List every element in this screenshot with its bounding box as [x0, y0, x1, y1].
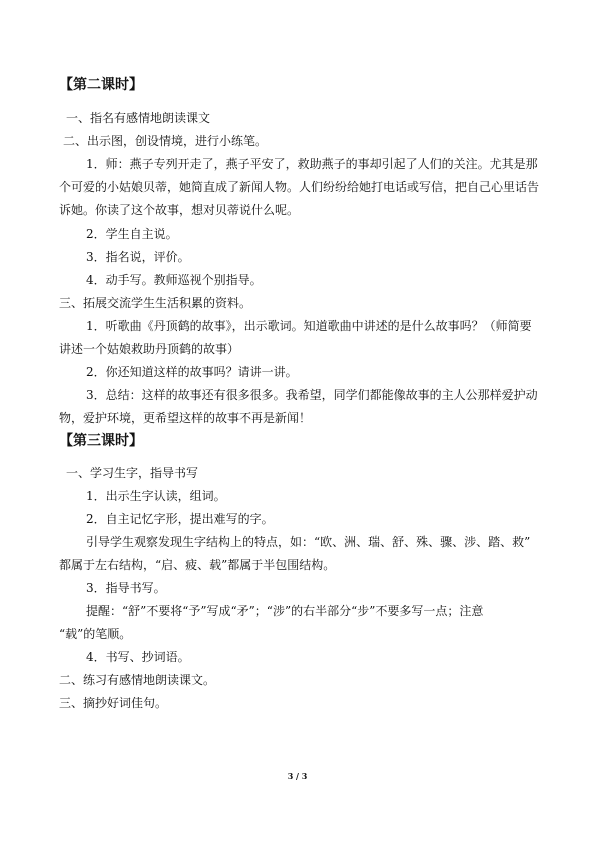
section-title-lesson-2: 【第二课时】 — [59, 77, 143, 93]
paragraph-line: 都属于左右结构，“启、疲、载”都属于半包围结构。 — [59, 558, 336, 572]
step-1-heading: 一、指名有感情地朗读课文 — [66, 111, 211, 125]
paragraph-line: 引导学生观察发现生字结构上的特点，如：“欧、洲、瑞、舒、殊、骤、涉、踏、救” — [86, 535, 531, 549]
paragraph-line: 诉她。你读了这个故事，想对贝蒂说什么呢。 — [59, 203, 300, 217]
paragraph-line: 讲述一个姑娘救助丹顶鹤的故事） — [59, 342, 240, 356]
list-item: 2．你还知道这样的故事吗？请讲一讲。 — [86, 365, 298, 379]
step-3-heading: 三、摘抄好词佳句。 — [59, 696, 168, 710]
paragraph-line: 1．师：燕子专列开走了，燕子平安了，救助燕子的事却引起了人们的关注。尤其是那 — [86, 157, 538, 171]
page-number: 3 / 3 — [287, 771, 308, 781]
step-3-heading: 三、拓展交流学生生活积累的资料。 — [59, 296, 252, 310]
paragraph-line: 物，爱护环境，更希望这样的故事不再是新闻！ — [59, 411, 312, 425]
section-title-lesson-3: 【第三课时】 — [59, 433, 143, 449]
list-item: 4．书写、抄词语。 — [86, 650, 190, 664]
step-1-heading: 一、学习生字，指导书写 — [66, 466, 199, 480]
paragraph-line: 提醒：“舒”不要将“予”写成“矛”；“涉”的右半部分“步”不要多写一点；注意 — [86, 604, 484, 618]
list-item: 2．学生自主说。 — [86, 227, 178, 241]
step-2-heading: 二、练习有感情地朗读课文。 — [59, 673, 216, 687]
paragraph-line: 个可爱的小姑娘贝蒂，她简直成了新闻人物。人们纷纷给她打电话或写信，把自己心里话告 — [59, 180, 540, 194]
list-item: 3．指名说，评价。 — [86, 250, 190, 264]
list-item: 2．自主记忆字形，提出难写的字。 — [86, 512, 274, 526]
list-item: 3．指导书写。 — [86, 581, 166, 595]
paragraph-line: 1．听歌曲《丹顶鹤的故事》，出示歌词。知道歌曲中讲述的是什么故事吗？（师简要 — [86, 319, 532, 333]
list-item: 1．出示生字认读，组词。 — [86, 489, 226, 503]
paragraph-line: 3．总结：这样的故事还有很多很多。我希望，同学们都能像故事的主人公那样爱护动 — [86, 388, 538, 402]
step-2-heading: 二、出示图，创设情境，进行小练笔。 — [63, 134, 268, 148]
paragraph-line: “载”的笔顺。 — [59, 627, 132, 641]
list-item: 4．动手写。教师巡视个别指导。 — [86, 273, 262, 287]
